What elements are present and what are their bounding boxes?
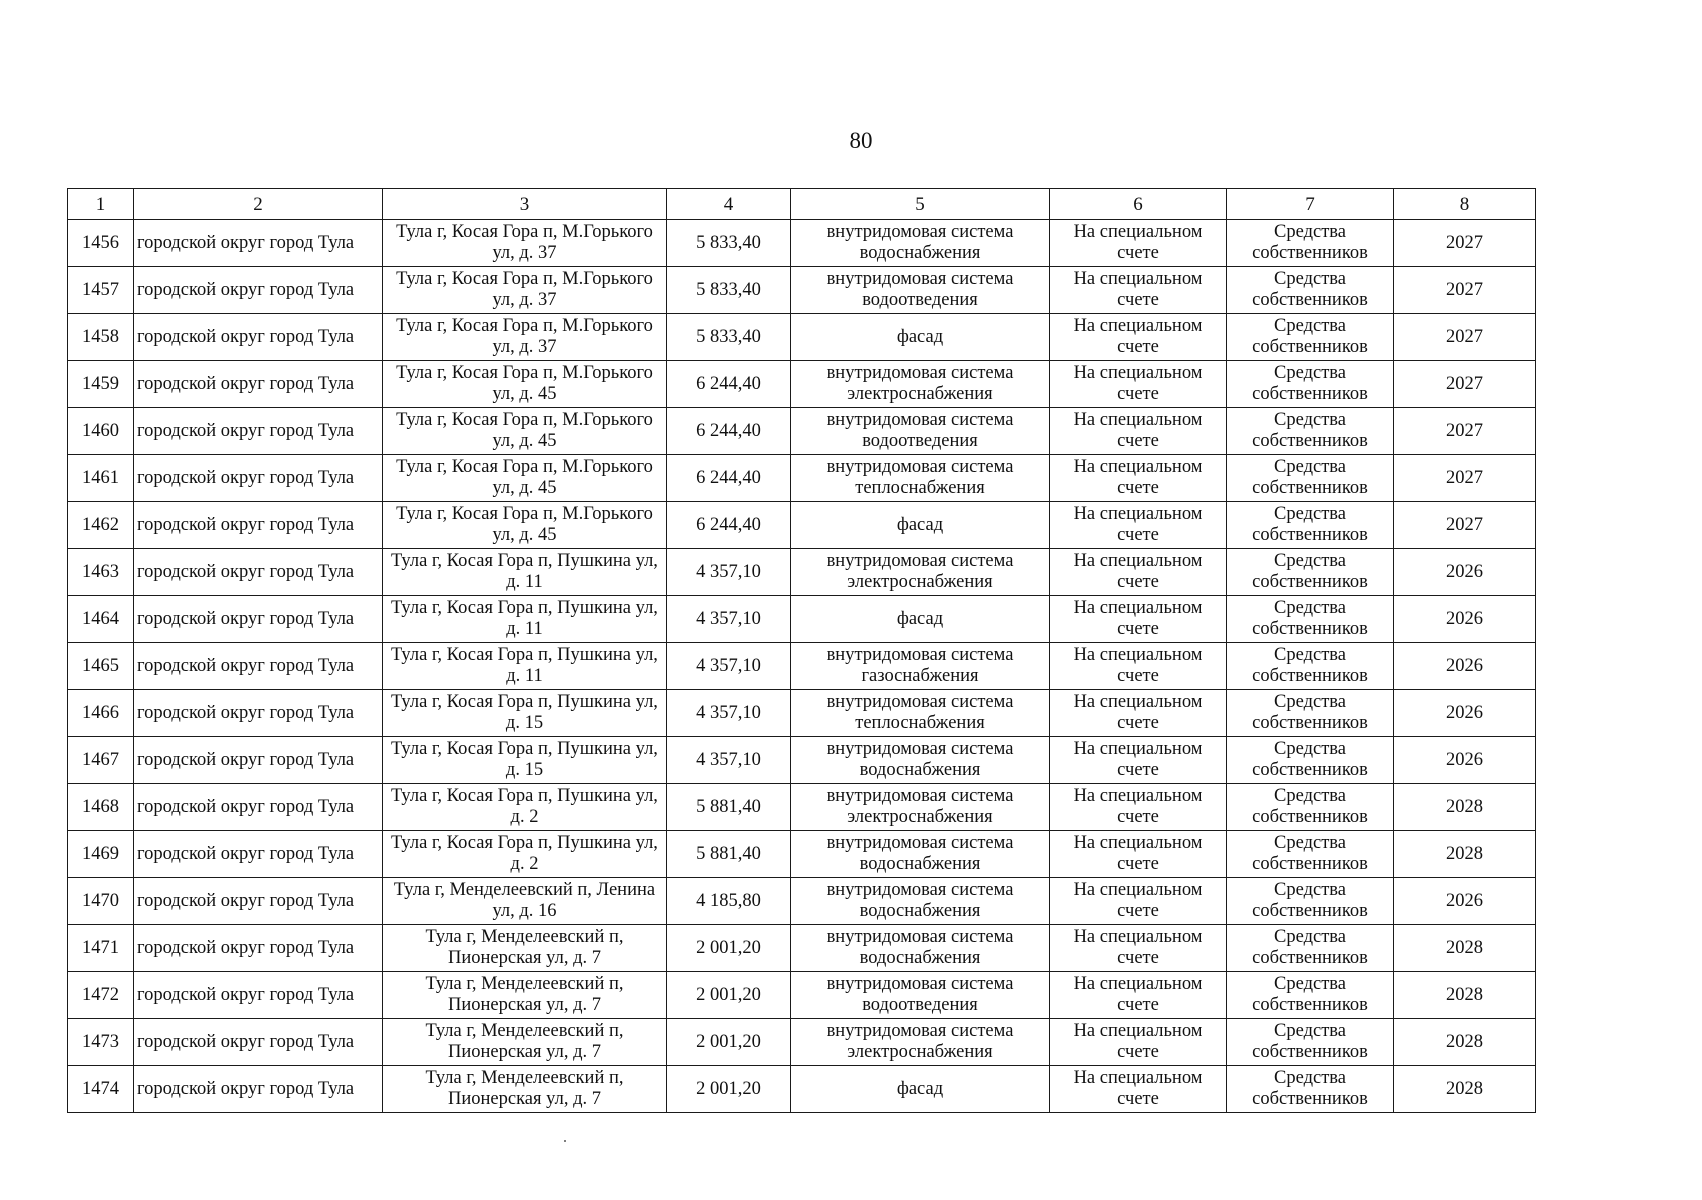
work-type-cell: внутридомовая система теплоснабжения	[791, 455, 1050, 502]
row-number-cell: 1466	[68, 690, 134, 737]
area-cell: 5 833,40	[667, 267, 791, 314]
column-header-4: 4	[667, 189, 791, 220]
row-number-cell: 1463	[68, 549, 134, 596]
fund-account-cell: На специальном счете	[1050, 784, 1227, 831]
year-cell: 2027	[1394, 220, 1536, 267]
area-cell: 4 185,80	[667, 878, 791, 925]
municipality-cell: городской округ город Тула	[134, 737, 383, 784]
area-cell: 4 357,10	[667, 549, 791, 596]
table-row	[68, 220, 1536, 267]
municipality-cell: городской округ город Тула	[134, 972, 383, 1019]
fund-account-cell: На специальном счете	[1050, 972, 1227, 1019]
work-type-cell: внутридомовая система водоотведения	[791, 408, 1050, 455]
funding-source-cell: Средства собственников	[1227, 690, 1394, 737]
area-cell: 2 001,20	[667, 1066, 791, 1113]
address-cell: Тула г, Косая Гора п, Пушкина ул, д. 15	[383, 690, 667, 737]
year-cell: 2028	[1394, 1066, 1536, 1113]
work-type-cell: внутридомовая система водоснабжения	[791, 220, 1050, 267]
year-cell: 2026	[1394, 878, 1536, 925]
municipality-cell: городской округ город Тула	[134, 549, 383, 596]
column-header-6: 6	[1050, 189, 1227, 220]
municipality-cell: городской округ город Тула	[134, 267, 383, 314]
year-cell: 2027	[1394, 361, 1536, 408]
row-number-cell: 1474	[68, 1066, 134, 1113]
table-row	[68, 361, 1536, 408]
funding-source-cell: Средства собственников	[1227, 314, 1394, 361]
year-cell: 2028	[1394, 925, 1536, 972]
funding-source-cell: Средства собственников	[1227, 267, 1394, 314]
address-cell: Тула г, Косая Гора п, Пушкина ул, д. 11	[383, 596, 667, 643]
fund-account-cell: На специальном счете	[1050, 878, 1227, 925]
table-row	[68, 1066, 1536, 1113]
work-type-cell: внутридомовая система водоотведения	[791, 267, 1050, 314]
fund-account-cell: На специальном счете	[1050, 314, 1227, 361]
address-cell: Тула г, Менделеевский п, Пионерская ул, д. 7	[383, 1066, 667, 1113]
registry-table	[67, 188, 1536, 1113]
municipality-cell: городской округ город Тула	[134, 925, 383, 972]
funding-source-cell: Средства собственников	[1227, 455, 1394, 502]
table-row	[68, 502, 1536, 549]
row-number-cell: 1471	[68, 925, 134, 972]
work-type-cell: внутридомовая система электроснабжения	[791, 361, 1050, 408]
year-cell: 2027	[1394, 502, 1536, 549]
area-cell: 6 244,40	[667, 361, 791, 408]
column-header-2: 2	[134, 189, 383, 220]
work-type-cell: внутридомовая система электроснабжения	[791, 549, 1050, 596]
area-cell: 2 001,20	[667, 1019, 791, 1066]
address-cell: Тула г, Косая Гора п, М.Горького ул, д. 37	[383, 267, 667, 314]
row-number-cell: 1461	[68, 455, 134, 502]
area-cell: 4 357,10	[667, 643, 791, 690]
funding-source-cell: Средства собственников	[1227, 596, 1394, 643]
area-cell: 5 833,40	[667, 314, 791, 361]
address-cell: Тула г, Менделеевский п, Пионерская ул, д. 7	[383, 1019, 667, 1066]
table-row	[68, 596, 1536, 643]
municipality-cell: городской округ город Тула	[134, 314, 383, 361]
area-cell: 5 833,40	[667, 220, 791, 267]
year-cell: 2028	[1394, 972, 1536, 1019]
row-number-cell: 1467	[68, 737, 134, 784]
year-cell: 2027	[1394, 267, 1536, 314]
municipality-cell: городской округ город Тула	[134, 596, 383, 643]
fund-account-cell: На специальном счете	[1050, 831, 1227, 878]
column-header-1: 1	[68, 189, 134, 220]
municipality-cell: городской округ город Тула	[134, 690, 383, 737]
row-number-cell: 1459	[68, 361, 134, 408]
funding-source-cell: Средства собственников	[1227, 361, 1394, 408]
work-type-cell: внутридомовая система водоснабжения	[791, 878, 1050, 925]
row-number-cell: 1462	[68, 502, 134, 549]
row-number-cell: 1457	[68, 267, 134, 314]
address-cell: Тула г, Косая Гора п, М.Горького ул, д. 45	[383, 408, 667, 455]
address-cell: Тула г, Косая Гора п, Пушкина ул, д. 2	[383, 831, 667, 878]
table-row	[68, 455, 1536, 502]
work-type-cell: фасад	[791, 502, 1050, 549]
work-type-cell: внутридомовая система электроснабжения	[791, 1019, 1050, 1066]
address-cell: Тула г, Косая Гора п, М.Горького ул, д. 45	[383, 455, 667, 502]
page-number: 80	[849, 128, 873, 153]
table-row	[68, 643, 1536, 690]
fund-account-cell: На специальном счете	[1050, 408, 1227, 455]
row-number-cell: 1460	[68, 408, 134, 455]
work-type-cell: внутридомовая система газоснабжения	[791, 643, 1050, 690]
municipality-cell: городской округ город Тула	[134, 220, 383, 267]
fund-account-cell: На специальном счете	[1050, 596, 1227, 643]
table-row	[68, 549, 1536, 596]
row-number-cell: 1470	[68, 878, 134, 925]
fund-account-cell: На специальном счете	[1050, 361, 1227, 408]
column-header-8: 8	[1394, 189, 1536, 220]
area-cell: 4 357,10	[667, 737, 791, 784]
row-number-cell: 1472	[68, 972, 134, 1019]
address-cell: Тула г, Косая Гора п, Пушкина ул, д. 11	[383, 549, 667, 596]
table-row	[68, 314, 1536, 361]
funding-source-cell: Средства собственников	[1227, 737, 1394, 784]
address-cell: Тула г, Косая Гора п, М.Горького ул, д. 37	[383, 314, 667, 361]
row-number-cell: 1458	[68, 314, 134, 361]
funding-source-cell: Средства собственников	[1227, 925, 1394, 972]
area-cell: 4 357,10	[667, 690, 791, 737]
table-header	[68, 189, 1536, 220]
fund-account-cell: На специальном счете	[1050, 925, 1227, 972]
fund-account-cell: На специальном счете	[1050, 220, 1227, 267]
work-type-cell: внутридомовая система электроснабжения	[791, 784, 1050, 831]
year-cell: 2026	[1394, 596, 1536, 643]
municipality-cell: городской округ город Тула	[134, 502, 383, 549]
row-number-cell: 1468	[68, 784, 134, 831]
address-cell: Тула г, Косая Гора п, Пушкина ул, д. 11	[383, 643, 667, 690]
table-row	[68, 925, 1536, 972]
municipality-cell: городской округ город Тула	[134, 831, 383, 878]
fund-account-cell: На специальном счете	[1050, 737, 1227, 784]
area-cell: 5 881,40	[667, 784, 791, 831]
funding-source-cell: Средства собственников	[1227, 502, 1394, 549]
year-cell: 2027	[1394, 314, 1536, 361]
fund-account-cell: На специальном счете	[1050, 643, 1227, 690]
municipality-cell: городской округ город Тула	[134, 878, 383, 925]
table-row	[68, 878, 1536, 925]
year-cell: 2028	[1394, 784, 1536, 831]
fund-account-cell: На специальном счете	[1050, 502, 1227, 549]
area-cell: 5 881,40	[667, 831, 791, 878]
municipality-cell: городской округ город Тула	[134, 455, 383, 502]
table-row	[68, 737, 1536, 784]
address-cell: Тула г, Косая Гора п, Пушкина ул, д. 15	[383, 737, 667, 784]
row-number-cell: 1464	[68, 596, 134, 643]
municipality-cell: городской округ город Тула	[134, 361, 383, 408]
year-cell: 2028	[1394, 1019, 1536, 1066]
fund-account-cell: На специальном счете	[1050, 549, 1227, 596]
municipality-cell: городской округ город Тула	[134, 784, 383, 831]
row-number-cell: 1465	[68, 643, 134, 690]
funding-source-cell: Средства собственников	[1227, 643, 1394, 690]
funding-source-cell: Средства собственников	[1227, 549, 1394, 596]
fund-account-cell: На специальном счете	[1050, 690, 1227, 737]
area-cell: 2 001,20	[667, 925, 791, 972]
funding-source-cell: Средства собственников	[1227, 220, 1394, 267]
year-cell: 2028	[1394, 831, 1536, 878]
table-row	[68, 784, 1536, 831]
municipality-cell: городской округ город Тула	[134, 408, 383, 455]
year-cell: 2027	[1394, 408, 1536, 455]
fund-account-cell: На специальном счете	[1050, 1066, 1227, 1113]
area-cell: 4 357,10	[667, 596, 791, 643]
area-cell: 6 244,40	[667, 502, 791, 549]
work-type-cell: внутридомовая система водоотведения	[791, 972, 1050, 1019]
work-type-cell: внутридомовая система теплоснабжения	[791, 690, 1050, 737]
funding-source-cell: Средства собственников	[1227, 408, 1394, 455]
area-cell: 2 001,20	[667, 972, 791, 1019]
table-row	[68, 408, 1536, 455]
funding-source-cell: Средства собственников	[1227, 784, 1394, 831]
year-cell: 2027	[1394, 455, 1536, 502]
area-cell: 6 244,40	[667, 455, 791, 502]
fund-account-cell: На специальном счете	[1050, 1019, 1227, 1066]
address-cell: Тула г, Косая Гора п, М.Горького ул, д. 45	[383, 361, 667, 408]
address-cell: Тула г, Менделеевский п, Пионерская ул, д. 7	[383, 972, 667, 1019]
work-type-cell: внутридомовая система водоснабжения	[791, 737, 1050, 784]
table-row	[68, 972, 1536, 1019]
row-number-cell: 1456	[68, 220, 134, 267]
column-header-3: 3	[383, 189, 667, 220]
work-type-cell: внутридомовая система водоснабжения	[791, 925, 1050, 972]
row-number-cell: 1469	[68, 831, 134, 878]
work-type-cell: фасад	[791, 314, 1050, 361]
funding-source-cell: Средства собственников	[1227, 878, 1394, 925]
address-cell: Тула г, Менделеевский п, Пионерская ул, д. 7	[383, 925, 667, 972]
fund-account-cell: На специальном счете	[1050, 455, 1227, 502]
work-type-cell: фасад	[791, 596, 1050, 643]
scan-speck	[564, 1140, 566, 1142]
address-cell: Тула г, Косая Гора п, Пушкина ул, д. 2	[383, 784, 667, 831]
municipality-cell: городской округ город Тула	[134, 643, 383, 690]
work-type-cell: внутридомовая система водоснабжения	[791, 831, 1050, 878]
year-cell: 2026	[1394, 690, 1536, 737]
header-row	[68, 189, 1536, 220]
column-header-7: 7	[1227, 189, 1394, 220]
column-header-5: 5	[791, 189, 1050, 220]
work-type-cell: фасад	[791, 1066, 1050, 1113]
table-body	[68, 220, 1536, 1113]
address-cell: Тула г, Менделеевский п, Ленина ул, д. 16	[383, 878, 667, 925]
area-cell: 6 244,40	[667, 408, 791, 455]
municipality-cell: городской округ город Тула	[134, 1066, 383, 1113]
funding-source-cell: Средства собственников	[1227, 972, 1394, 1019]
table-row	[68, 831, 1536, 878]
address-cell: Тула г, Косая Гора п, М.Горького ул, д. 37	[383, 220, 667, 267]
year-cell: 2026	[1394, 549, 1536, 596]
table-row	[68, 267, 1536, 314]
year-cell: 2026	[1394, 643, 1536, 690]
funding-source-cell: Средства собственников	[1227, 1066, 1394, 1113]
fund-account-cell: На специальном счете	[1050, 267, 1227, 314]
funding-source-cell: Средства собственников	[1227, 1019, 1394, 1066]
table-row	[68, 690, 1536, 737]
year-cell: 2026	[1394, 737, 1536, 784]
table-row	[68, 1019, 1536, 1066]
municipality-cell: городской округ город Тула	[134, 1019, 383, 1066]
address-cell: Тула г, Косая Гора п, М.Горького ул, д. 45	[383, 502, 667, 549]
funding-source-cell: Средства собственников	[1227, 831, 1394, 878]
row-number-cell: 1473	[68, 1019, 134, 1066]
